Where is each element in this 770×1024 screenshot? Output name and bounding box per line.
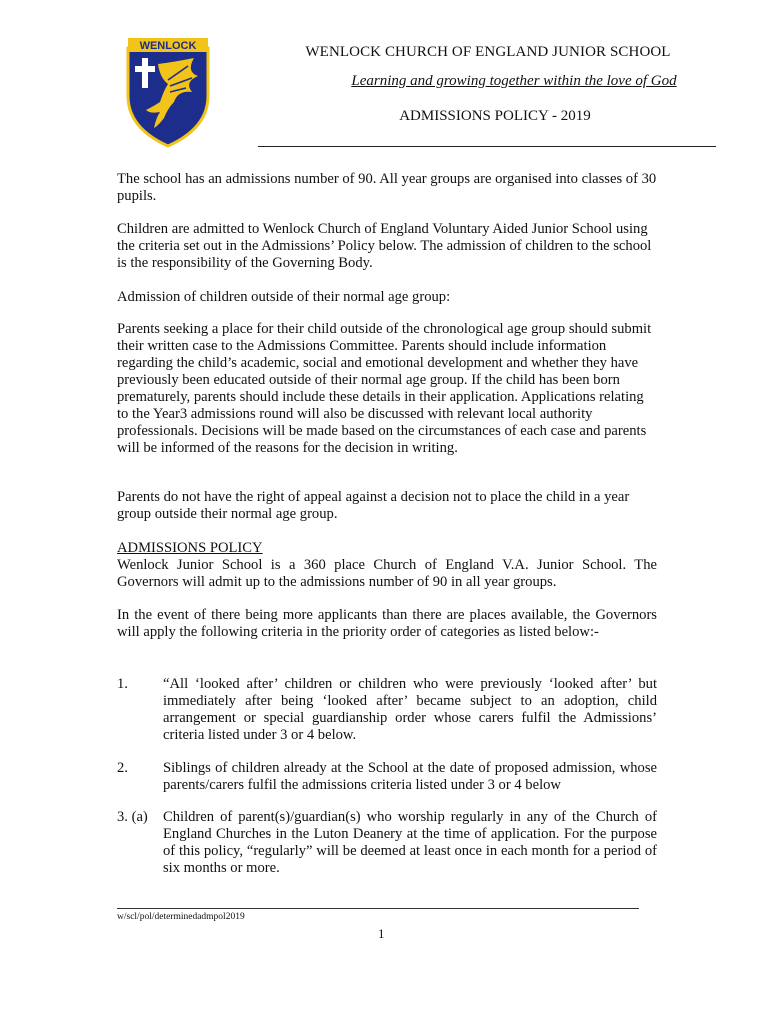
criteria-text: Children of parent(s)/guardian(s) who worship regularly in any of the Church of England Churches in the Luton Deanery at the time of application. For the purpose of this policy, “regularly” will be deemed at least once in each month for a period of six months or more.	[163, 809, 657, 876]
header-divider	[258, 146, 716, 147]
school-crest-logo	[124, 36, 212, 148]
school-motto: Learning and growing together within the love of God	[351, 73, 677, 89]
criteria-item	[117, 809, 657, 879]
section-heading-admissions-policy: ADMISSIONS POLICY	[117, 540, 263, 556]
paragraph-oversubscription: In the event of there being more applicants than there are places available, the Governors will apply the following criteria in the priority order of categories as listed below:-	[117, 607, 657, 640]
paragraph-outside-age-group-heading: Admission of children outside of their normal age group:	[117, 289, 451, 305]
policy-title: ADMISSIONS POLICY - 2019	[399, 108, 591, 124]
paragraph-admissions-number: The school has an admissions number of 90. All year groups are organised into classes of 30 pupils.	[117, 171, 657, 204]
criteria-number: 1.	[117, 676, 128, 692]
criteria-item	[117, 760, 657, 796]
criteria-number: 3. (a)	[117, 809, 148, 825]
criteria-item	[117, 676, 657, 746]
cross-icon-horizontal	[135, 66, 155, 72]
paragraph-outside-age-group-details: Parents seeking a place for their child outside of the chronological age group should submit their written case to the Admissions Committee. Parents should include information regarding the child’s academic, social and emotional development and whether they have previously been educated outside of their normal age group. If the child has been born prematurely, parents should include these details in their application. Applications relating to the Year3 admissions round will also be discussed with relevant local authority professionals. Decisions will be made based on the circumstances of each case and parents will be informed of the reasons for the decision in writing.	[117, 321, 652, 456]
school-name: WENLOCK CHURCH OF ENGLAND JUNIOR SCHOOL	[305, 44, 671, 60]
criteria-number: 2.	[117, 760, 128, 776]
criteria-text: Siblings of children already at the School at the date of proposed admission, whose parents/carers fulfil the admissions criteria listed under 3 or 4 below	[163, 760, 657, 793]
crest-banner-text: WENLOCK	[139, 40, 197, 52]
criteria-text: “All ‘looked after’ children or children who were previously ‘looked after’ but immediately after being ‘looked after’ became subject to an adoption, child arrangement or special guardianship order whose carers fulfil the Admissions’ criteria listed under 3 or 4 below.	[163, 676, 657, 743]
paragraph-school-capacity: Wenlock Junior School is a 360 place Church of England V.A. Junior School. The Governors will admit up to the admissions number of 90 in all year groups.	[117, 557, 657, 590]
paragraph-right-of-appeal: Parents do not have the right of appeal against a decision not to place the child in a year group outside their normal age group.	[117, 489, 630, 522]
paragraph-admission-criteria-intro: Children are admitted to Wenlock Church of England Voluntary Aided Junior School using the criteria set out in the Admissions’ Policy below. The admission of children to the school is the responsibility of the Governing Body.	[117, 221, 652, 271]
cross-icon-vertical	[142, 58, 148, 88]
footer-divider	[117, 908, 639, 909]
footer-document-reference: w/scl/pol/determinedadmpol2019	[117, 912, 245, 922]
page-number: 1	[378, 926, 385, 941]
